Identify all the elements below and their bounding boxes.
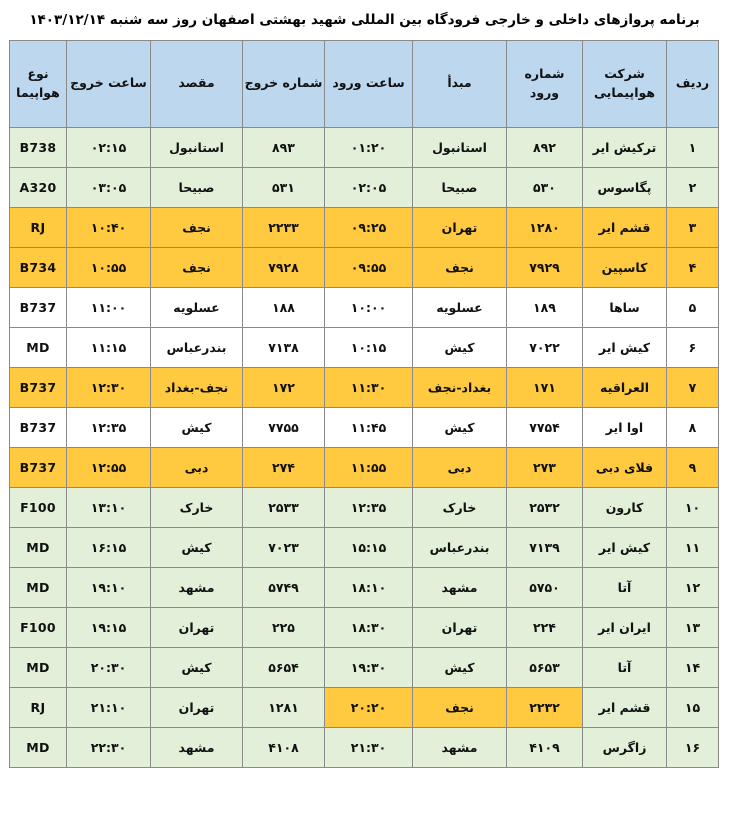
cell-departure-time: ۱۰:۵۵ [67,247,151,287]
cell-departure-no: ۲۲۳۳ [243,207,325,247]
cell-destination: بندرعباس [151,327,243,367]
cell-arrival-no: ۷۹۲۹ [507,247,583,287]
cell-aircraft: MD [10,527,67,567]
cell-row: ۴ [667,247,719,287]
table-row [10,407,719,447]
cell-arrival-no: ۲۲۳۲ [507,687,583,727]
table-row [10,127,719,167]
table-header [10,40,719,127]
cell-arrival-time: ۱۵:۱۵ [325,527,413,567]
cell-destination: تهران [151,607,243,647]
cell-departure-no: ۵۷۴۹ [243,567,325,607]
cell-arrival-no: ۵۳۰ [507,167,583,207]
cell-arrival-time: ۱۰:۱۵ [325,327,413,367]
column-header-departure-no: شماره خروج [243,40,325,127]
cell-departure-no: ۲۷۴ [243,447,325,487]
cell-arrival-time: ۱۱:۴۵ [325,407,413,447]
cell-row: ۱۰ [667,487,719,527]
cell-row: ۸ [667,407,719,447]
cell-arrival-no: ۴۱۰۹ [507,727,583,767]
cell-arrival-no: ۲۵۳۲ [507,487,583,527]
cell-destination: مشهد [151,727,243,767]
cell-destination: دبی [151,447,243,487]
table-body [10,127,719,767]
cell-departure-no: ۱۲۸۱ [243,687,325,727]
cell-arrival-time: ۲۱:۳۰ [325,727,413,767]
table-row [10,447,719,487]
cell-arrival-no: ۱۲۸۰ [507,207,583,247]
table-row [10,647,719,687]
cell-departure-no: ۵۳۱ [243,167,325,207]
column-header-arrival-time: ساعت ورود [325,40,413,127]
cell-aircraft: MD [10,327,67,367]
cell-arrival-no: ۵۷۵۰ [507,567,583,607]
cell-destination: نجف [151,247,243,287]
cell-row: ۱۲ [667,567,719,607]
cell-departure-time: ۱۲:۳۰ [67,367,151,407]
cell-arrival-no: ۵۶۵۳ [507,647,583,687]
cell-aircraft: B734 [10,247,67,287]
cell-aircraft: B737 [10,367,67,407]
cell-aircraft: F100 [10,487,67,527]
cell-aircraft: A320 [10,167,67,207]
cell-destination: عسلویه [151,287,243,327]
cell-airline: ترکیش ایر [583,127,667,167]
cell-airline: آتا [583,647,667,687]
cell-departure-time: ۲۲:۳۰ [67,727,151,767]
cell-arrival-time: ۱۲:۳۵ [325,487,413,527]
cell-departure-time: ۱۱:۱۵ [67,327,151,367]
cell-departure-time: ۱۹:۱۰ [67,567,151,607]
cell-origin: کیش [413,327,507,367]
cell-origin: کیش [413,647,507,687]
cell-origin: دبی [413,447,507,487]
cell-departure-no: ۲۲۵ [243,607,325,647]
cell-departure-no: ۷۰۲۳ [243,527,325,567]
cell-origin: کیش [413,407,507,447]
cell-aircraft: B738 [10,127,67,167]
table-row [10,727,719,767]
cell-departure-no: ۸۹۳ [243,127,325,167]
cell-aircraft: B737 [10,407,67,447]
cell-departure-time: ۱۲:۵۵ [67,447,151,487]
column-header-aircraft: نوع هواپیما [10,40,67,127]
page-title: برنامه پروازهای داخلی و خارجی فرودگاه بین المللی شهید بهشتی اصفهان روز سه شنبه ۱۴۰۳/۱۲/۱۴ [29,12,700,28]
table-row [10,487,719,527]
cell-destination: خارک [151,487,243,527]
cell-airline: ایران ایر [583,607,667,647]
cell-origin: صبیحا [413,167,507,207]
cell-destination: مشهد [151,567,243,607]
table-row [10,527,719,567]
cell-row: ۱ [667,127,719,167]
cell-departure-no: ۷۱۳۸ [243,327,325,367]
cell-departure-no: ۴۱۰۸ [243,727,325,767]
cell-destination: نجف-بغداد [151,367,243,407]
cell-destination: نجف [151,207,243,247]
table-row [10,247,719,287]
cell-airline: قشم ایر [583,207,667,247]
cell-destination: تهران [151,687,243,727]
cell-aircraft: MD [10,567,67,607]
table-row [10,567,719,607]
cell-airline: اوا ایر [583,407,667,447]
cell-arrival-time: ۰۹:۲۵ [325,207,413,247]
cell-airline: ساها [583,287,667,327]
cell-destination: کیش [151,647,243,687]
cell-departure-time: ۲۱:۱۰ [67,687,151,727]
cell-row: ۱۴ [667,647,719,687]
cell-arrival-no: ۱۸۹ [507,287,583,327]
cell-arrival-time: ۰۲:۰۵ [325,167,413,207]
cell-origin: عسلویه [413,287,507,327]
column-header-departure-time: ساعت خروج [67,40,151,127]
cell-origin: بغداد-نجف [413,367,507,407]
column-header-row: ردیف [667,40,719,127]
cell-departure-time: ۱۲:۳۵ [67,407,151,447]
cell-destination: کیش [151,407,243,447]
cell-arrival-time: ۱۸:۳۰ [325,607,413,647]
cell-departure-time: ۰۲:۱۵ [67,127,151,167]
table-row [10,687,719,727]
cell-airline: کارون [583,487,667,527]
cell-aircraft: MD [10,727,67,767]
cell-origin: نجف [413,687,507,727]
table-row [10,607,719,647]
cell-row: ۶ [667,327,719,367]
cell-departure-time: ۱۰:۴۰ [67,207,151,247]
cell-origin: مشهد [413,567,507,607]
cell-origin: تهران [413,607,507,647]
cell-departure-time: ۲۰:۳۰ [67,647,151,687]
table-row [10,367,719,407]
cell-departure-no: ۷۷۵۵ [243,407,325,447]
cell-arrival-no: ۲۲۴ [507,607,583,647]
cell-arrival-no: ۲۷۳ [507,447,583,487]
cell-departure-time: ۱۶:۱۵ [67,527,151,567]
cell-origin: بندرعباس [413,527,507,567]
cell-airline: کاسپین [583,247,667,287]
table-row [10,207,719,247]
cell-arrival-no: ۱۷۱ [507,367,583,407]
cell-aircraft: F100 [10,607,67,647]
cell-departure-time: ۱۳:۱۰ [67,487,151,527]
cell-aircraft: B737 [10,287,67,327]
cell-departure-no: ۷۹۲۸ [243,247,325,287]
cell-row: ۱۳ [667,607,719,647]
column-header-arrival-no: شماره ورود [507,40,583,127]
cell-arrival-time: ۰۱:۲۰ [325,127,413,167]
cell-aircraft: RJ [10,207,67,247]
table-header-row [10,40,719,127]
table-row [10,327,719,367]
cell-row: ۱۶ [667,727,719,767]
cell-departure-time: ۰۳:۰۵ [67,167,151,207]
cell-departure-no: ۱۷۲ [243,367,325,407]
cell-airline: زاگرس [583,727,667,767]
cell-row: ۳ [667,207,719,247]
cell-departure-no: ۵۶۵۴ [243,647,325,687]
cell-airline: قشم ایر [583,687,667,727]
cell-aircraft: MD [10,647,67,687]
cell-row: ۵ [667,287,719,327]
cell-arrival-time: ۱۱:۵۵ [325,447,413,487]
cell-destination: صبیحا [151,167,243,207]
cell-arrival-no: ۷۷۵۴ [507,407,583,447]
column-header-origin: مبدأ [413,40,507,127]
table-row [10,167,719,207]
cell-arrival-time: ۱۸:۱۰ [325,567,413,607]
cell-departure-time: ۱۱:۰۰ [67,287,151,327]
cell-arrival-no: ۷۰۲۲ [507,327,583,367]
cell-arrival-time: ۱۰:۰۰ [325,287,413,327]
cell-origin: خارک [413,487,507,527]
cell-aircraft: B737 [10,447,67,487]
table-row [10,287,719,327]
cell-origin: مشهد [413,727,507,767]
cell-row: ۹ [667,447,719,487]
cell-arrival-time: ۲۰:۲۰ [325,687,413,727]
column-header-airline: شرکت هواپیمایی [583,40,667,127]
cell-destination: کیش [151,527,243,567]
cell-row: ۱۵ [667,687,719,727]
cell-origin: استانبول [413,127,507,167]
cell-airline: فلای دبی [583,447,667,487]
cell-origin: نجف [413,247,507,287]
column-header-destination: مقصد [151,40,243,127]
cell-airline: کیش ایر [583,527,667,567]
cell-row: ۷ [667,367,719,407]
cell-destination: استانبول [151,127,243,167]
cell-departure-no: ۱۸۸ [243,287,325,327]
cell-aircraft: RJ [10,687,67,727]
cell-departure-time: ۱۹:۱۵ [67,607,151,647]
cell-arrival-time: ۱۱:۳۰ [325,367,413,407]
cell-arrival-no: ۸۹۲ [507,127,583,167]
cell-departure-no: ۲۵۳۳ [243,487,325,527]
cell-airline: العراقیه [583,367,667,407]
flight-schedule-table [9,40,719,768]
cell-airline: آتا [583,567,667,607]
cell-row: ۲ [667,167,719,207]
cell-origin: تهران [413,207,507,247]
cell-airline: پگاسوس [583,167,667,207]
cell-arrival-time: ۱۹:۳۰ [325,647,413,687]
cell-airline: کیش ایر [583,327,667,367]
cell-arrival-no: ۷۱۳۹ [507,527,583,567]
cell-arrival-time: ۰۹:۵۵ [325,247,413,287]
cell-row: ۱۱ [667,527,719,567]
